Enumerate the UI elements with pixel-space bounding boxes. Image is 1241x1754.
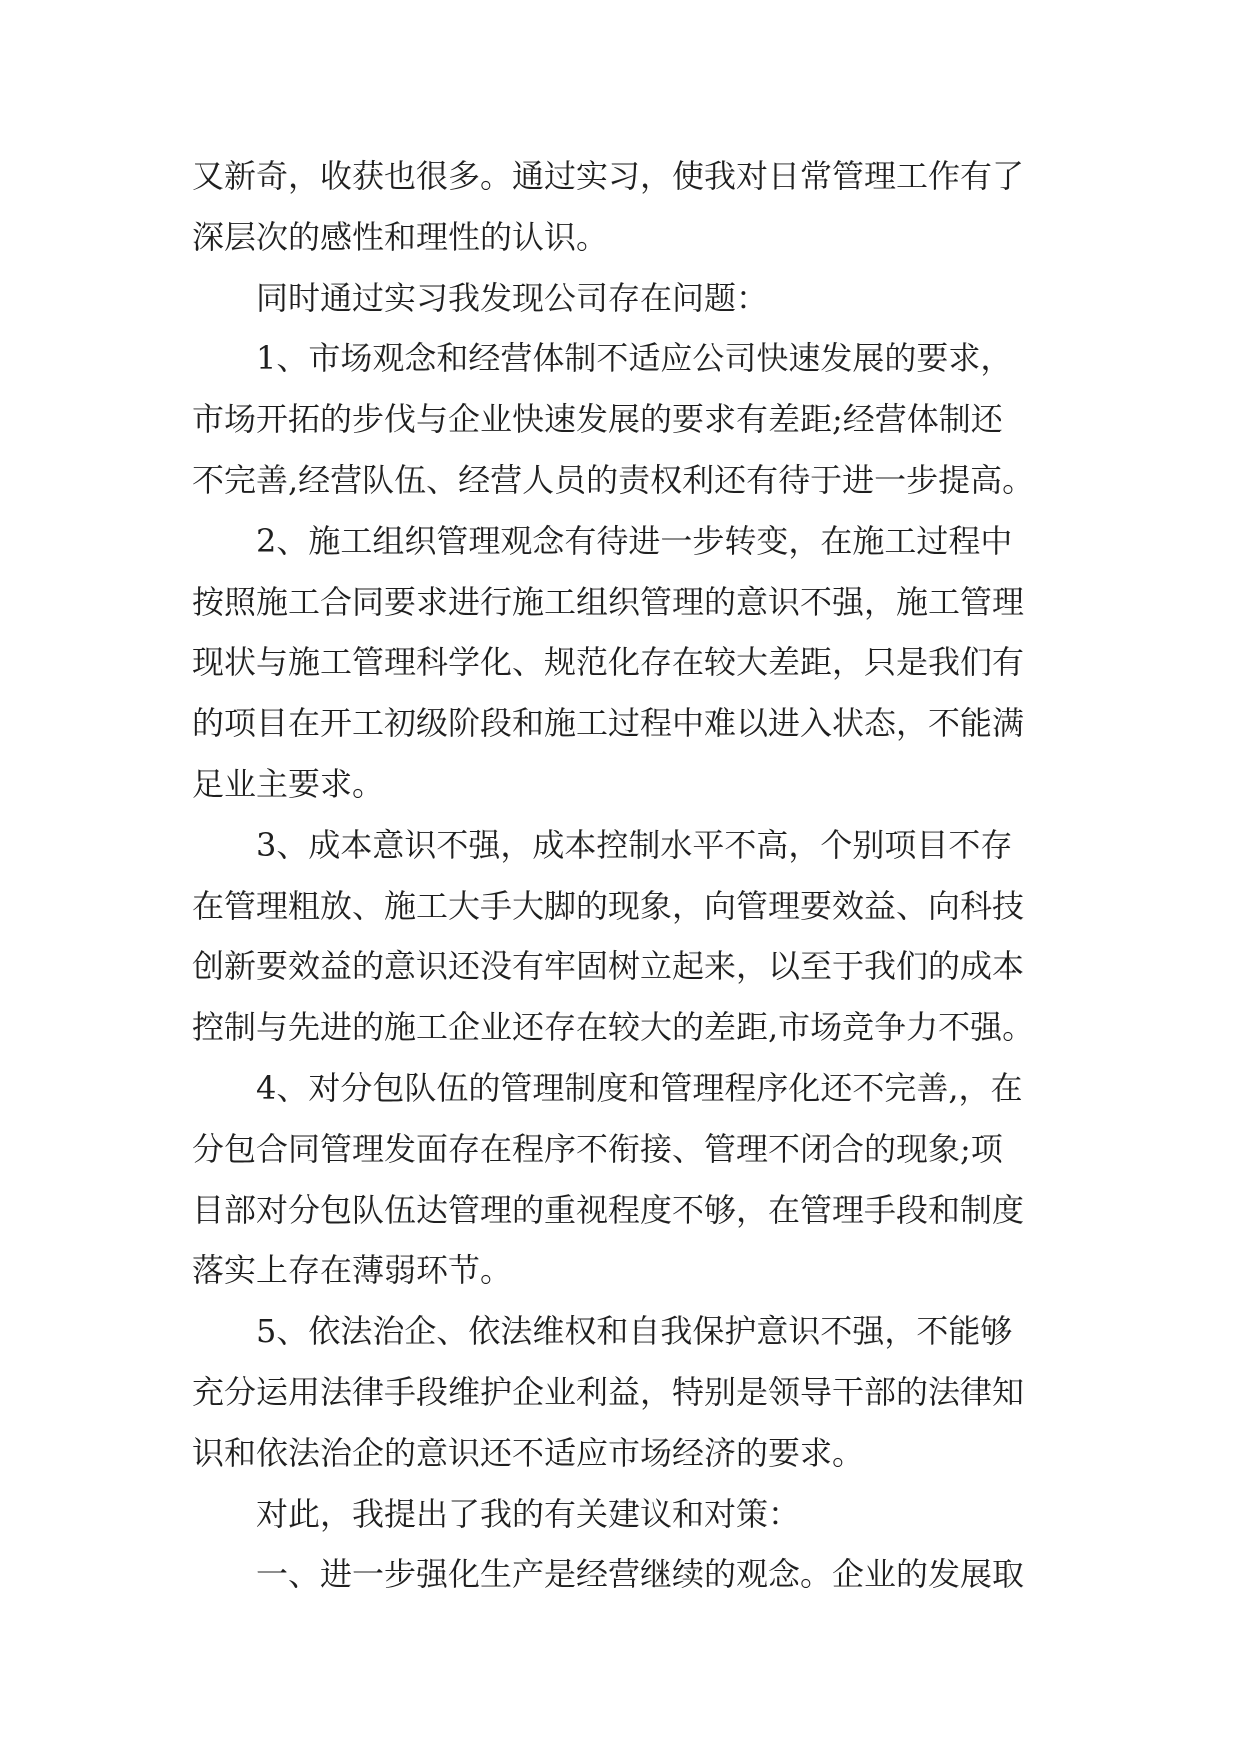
text-line: 识和依法治企的意识还不适应市场经济的要求。 [192, 1433, 865, 1472]
paragraph-problem-1 [192, 328, 1050, 510]
paragraph-problem-2 [192, 511, 1050, 815]
paragraph-problems-intro [192, 268, 1050, 329]
paragraph-problem-4 [192, 1058, 1050, 1301]
text-line: 在管理粗放、施工大手大脚的现象，向管理要效益、向科技 [192, 886, 1025, 925]
text-line: 1、市场观念和经营体制不适应公司快速发展的要求， [256, 339, 1013, 378]
text-line: 3、成本意识不强，成本控制水平不高，个别项目不存 [256, 825, 1013, 864]
text-line: 落实上存在薄弱环节。 [192, 1251, 513, 1290]
text-line: 按照施工合同要求进行施工组织管理的意识不强，施工管理 [192, 582, 1025, 621]
text-line: 创新要效益的意识还没有牢固树立起来，以至于我们的成本 [192, 947, 1025, 986]
text-line: 4、对分包队伍的管理制度和管理程序化还不完善,，在 [256, 1068, 1023, 1107]
paragraph-problem-5 [192, 1301, 1050, 1483]
text-line: 对此，我提出了我的有关建议和对策： [256, 1494, 801, 1533]
text-line: 又新奇，收获也很多。通过实习，使我对日常管理工作有了 [192, 157, 1025, 195]
paragraph-suggestion-1 [192, 1544, 1050, 1605]
paragraph-suggestions-intro [192, 1484, 1050, 1545]
text-line: 2、施工组织管理观念有待进一步转变，在施工过程中 [256, 521, 1013, 560]
text-line: 现状与施工管理科学化、规范化存在较大差距，只是我们有 [192, 643, 1025, 682]
text-line: 足业主要求。 [192, 764, 385, 803]
text-line: 控制与先进的施工企业还存在较大的差距,市场竞争力不强。 [192, 1008, 1035, 1047]
text-line: 5、依法治企、依法维权和自我保护意识不强，不能够 [256, 1312, 1013, 1351]
document-body [192, 146, 1050, 1605]
text-line: 市场开拓的步伐与企业快速发展的要求有差距;经营体制还 [192, 400, 1003, 439]
paragraph-continuation [192, 146, 1050, 268]
text-line: 目部对分包队伍达管理的重视程度不够，在管理手段和制度 [192, 1190, 1025, 1229]
text-line: 不完善,经营队伍、经营人员的责权利还有待于进一步提高。 [192, 460, 1035, 499]
text-line: 深层次的感性和理性的认识。 [192, 217, 609, 256]
text-line: 同时通过实习我发现公司存在问题： [256, 278, 769, 317]
paragraph-problem-3 [192, 815, 1050, 1058]
text-line: 分包合同管理发面存在程序不衔接、管理不闭合的现象;项 [192, 1129, 1003, 1168]
text-line: 充分运用法律手段维护企业利益，特别是领导干部的法律知 [192, 1372, 1025, 1411]
text-line: 一、进一步强化生产是经营继续的观念。企业的发展取 [256, 1555, 1025, 1594]
text-line: 的项目在开工初级阶段和施工过程中难以进入状态，不能满 [192, 704, 1025, 743]
